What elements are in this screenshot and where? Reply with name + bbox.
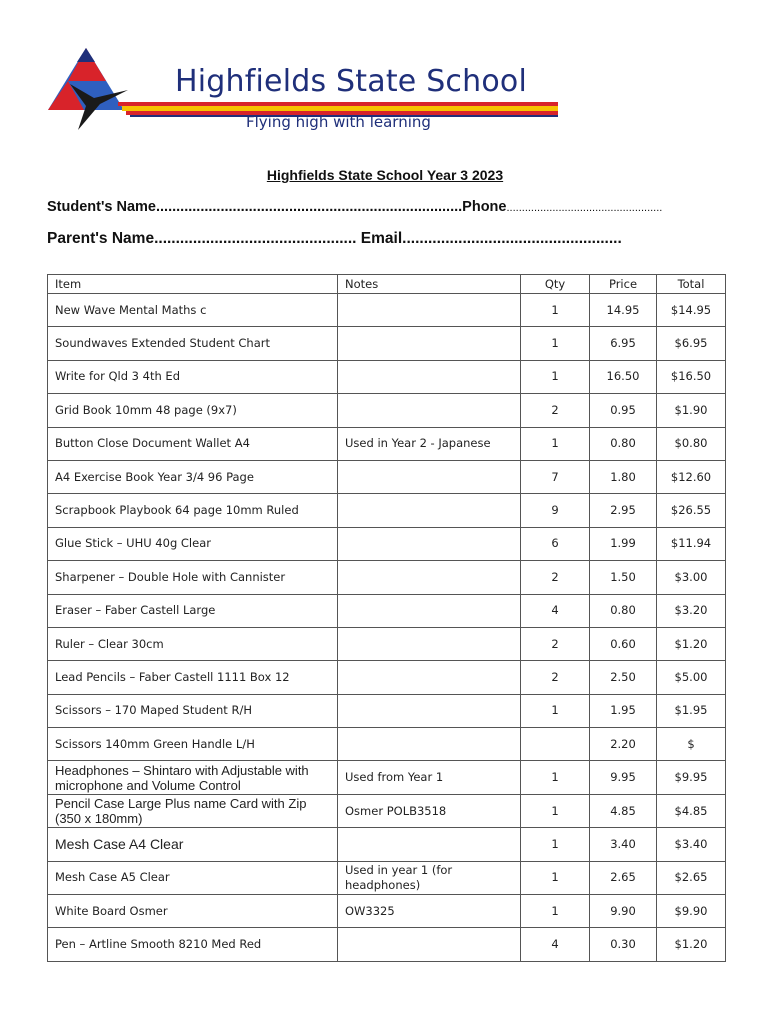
notes-cell: OW3325 [338,895,521,928]
total-cell: $0.80 [657,427,726,460]
item-cell: Eraser – Faber Castell Large [48,594,338,627]
total-cell: $3.20 [657,594,726,627]
email-label: Email [360,230,403,247]
notes-cell: Used in Year 2 - Japanese [338,427,521,460]
header-total: Total [657,275,726,294]
qty-cell: 4 [521,928,590,961]
notes-cell: Used in year 1 (for headphones) [338,861,521,894]
total-cell: $26.55 [657,494,726,527]
item-cell: Lead Pencils – Faber Castell 1111 Box 12 [48,661,338,694]
qty-cell: 1 [521,360,590,393]
item-cell: Mesh Case A4 Clear [48,828,338,861]
student-phone-line [47,199,662,215]
total-cell: $ [657,728,726,761]
item-cell: Sharpener – Double Hole with Cannister [48,561,338,594]
total-cell: $3.40 [657,828,726,861]
price-cell: 2.20 [590,728,657,761]
qty-cell: 1 [521,828,590,861]
header-price: Price [590,275,657,294]
total-cell: $1.20 [657,928,726,961]
qty-cell: 9 [521,494,590,527]
total-cell: $14.95 [657,294,726,327]
item-cell: White Board Osmer [48,895,338,928]
notes-cell [338,494,521,527]
total-cell: $9.90 [657,895,726,928]
price-cell: 2.95 [590,494,657,527]
price-cell: 0.30 [590,928,657,961]
notes-cell [338,561,521,594]
table-row [48,895,726,928]
phone-label: Phone [462,199,507,215]
item-cell [48,360,338,393]
table-row [48,661,726,694]
table-row [48,761,726,794]
parent-name-field[interactable]: ............................................... [154,230,357,247]
header-item: Item [48,275,338,294]
qty-cell: 1 [521,327,590,360]
notes-cell [338,594,521,627]
qty-cell: 7 [521,460,590,493]
table-row [48,394,726,427]
notes-cell [338,294,521,327]
price-cell: 0.80 [590,427,657,460]
notes-cell [338,828,521,861]
price-cell: 1.99 [590,527,657,560]
price-cell: 0.95 [590,394,657,427]
price-cell: 9.90 [590,895,657,928]
table-row [48,494,726,527]
item-cell: A4 Exercise Book Year 3/4 96 Page [48,460,338,493]
table-row [48,327,726,360]
price-cell: 2.50 [590,661,657,694]
total-cell: $12.60 [657,460,726,493]
notes-cell [338,460,521,493]
item-cell: Scrapbook Playbook 64 page 10mm Ruled [48,494,338,527]
item-cell: Headphones – Shintaro with Adjustable with microphone and Volume Control [48,761,338,794]
notes-cell [338,327,521,360]
price-cell: 1.95 [590,694,657,727]
notes-cell [338,694,521,727]
notes-cell [338,928,521,961]
qty-cell: 2 [521,561,590,594]
total-cell: $5.00 [657,661,726,694]
table-row [48,594,726,627]
item-cell: Pen – Artline Smooth 8210 Med Red [48,928,338,961]
table-row [48,694,726,727]
qty-cell: 1 [521,895,590,928]
table-row [48,861,726,894]
notes-cell [338,728,521,761]
table-row [48,728,726,761]
price-cell: 14.95 [590,294,657,327]
table-row [48,627,726,660]
student-name-label: Student's Name [47,199,156,215]
email-field[interactable]: ................................................... [402,230,622,247]
notes-cell [338,527,521,560]
total-cell: $2.65 [657,861,726,894]
school-name: Highfields State School [175,64,527,99]
qty-cell: 2 [521,627,590,660]
qty-cell: 1 [521,427,590,460]
notes-cell [338,627,521,660]
phone-field[interactable]: ................................................... [506,202,663,214]
table-row [48,794,726,827]
qty-cell: 1 [521,694,590,727]
table-row [48,460,726,493]
qty-cell [521,728,590,761]
price-cell: 6.95 [590,327,657,360]
notes-cell: Osmer POLB3518 [338,794,521,827]
price-cell: 0.60 [590,627,657,660]
price-cell: 9.95 [590,761,657,794]
qty-cell: 6 [521,527,590,560]
school-tagline: Flying high with learning [246,113,431,131]
qty-cell: 2 [521,661,590,694]
table-header-row [48,275,726,294]
price-cell: 2.65 [590,861,657,894]
table-row [48,828,726,861]
total-cell: $6.95 [657,327,726,360]
item-cell: Scissors – 170 Maped Student R/H [48,694,338,727]
price-cell: 1.80 [590,460,657,493]
table-row [48,427,726,460]
item-cell: Button Close Document Wallet A4 [48,427,338,460]
price-cell: 3.40 [590,828,657,861]
total-cell: $1.95 [657,694,726,727]
notes-cell [338,661,521,694]
parent-name-label: Parent's Name [47,230,155,247]
table-row [48,527,726,560]
item-cell: New Wave Mental Maths c [48,294,338,327]
table-row [48,928,726,961]
item-text: Write for Qld 3 4th Ed [55,369,180,384]
student-name-field[interactable]: ............................................................................ [156,199,463,215]
item-cell: Glue Stick – UHU 40g Clear [48,527,338,560]
total-cell: $1.90 [657,394,726,427]
header-qty: Qty [521,275,590,294]
total-cell: $9.95 [657,761,726,794]
item-cell: Soundwaves Extended Student Chart [48,327,338,360]
table-row [48,561,726,594]
item-cell: Pencil Case Large Plus name Card with Zip (350 x 180mm) [48,794,338,827]
item-cell: Grid Book 10mm 48 page (9x7) [48,394,338,427]
table-row [48,360,726,393]
qty-cell: 2 [521,394,590,427]
notes-cell [338,360,521,393]
item-cell: Mesh Case A5 Clear [48,861,338,894]
qty-cell: 4 [521,594,590,627]
item-cell: Ruler – Clear 30cm [48,627,338,660]
total-cell: $11.94 [657,527,726,560]
total-cell: $16.50 [657,360,726,393]
notes-cell: Used from Year 1 [338,761,521,794]
qty-cell: 1 [521,761,590,794]
price-cell: 0.80 [590,594,657,627]
notes-cell [338,394,521,427]
parent-email-line [47,230,622,248]
qty-cell: 1 [521,861,590,894]
total-cell: $3.00 [657,561,726,594]
price-cell: 16.50 [590,360,657,393]
total-cell: $1.20 [657,627,726,660]
total-cell: $4.85 [657,794,726,827]
header-notes: Notes [338,275,521,294]
price-cell: 4.85 [590,794,657,827]
price-cell: 1.50 [590,561,657,594]
item-cell: Scissors 140mm Green Handle L/H [48,728,338,761]
qty-cell: 1 [521,294,590,327]
qty-cell: 1 [521,794,590,827]
document-title: Highfields State School Year 3 2023 [266,167,504,183]
school-logo [48,44,563,140]
table-row [48,294,726,327]
book-list-table [47,274,726,962]
